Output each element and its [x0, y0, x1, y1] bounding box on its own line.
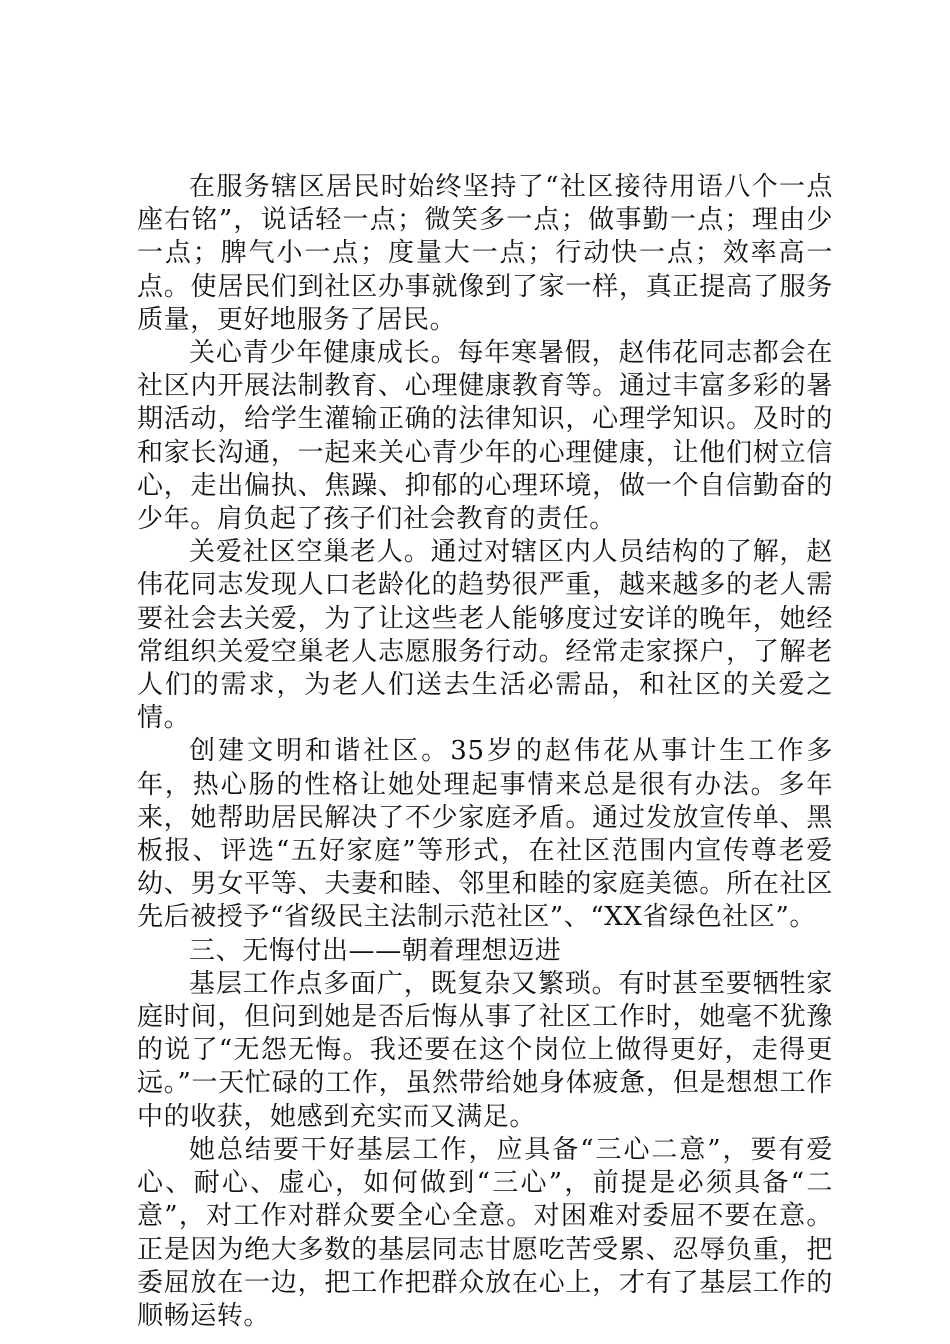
- paragraph-youth: 关心青少年健康成长。每年寒暑假，赵伟花同志都会在社区内开展法制教育、心理健康教育等。通过丰富多彩的暑期活动，给学生灌输正确的法律知识，心理学知识。及时的和家长沟通，一起来关心青少年的心理健康，让他们树立信心，走出偏执、焦躁、抑郁的心理环境，做一个自信勤奋的少年。肩负起了孩子们社会教育的责任。: [137, 338, 833, 535]
- paragraph-summary: 她总结要干好基层工作，应具备“三心二意”，要有爱心、耐心、虚心，如何做到“三心”，前提是必须具备“二意”，对工作对群众要全心全意。对困难对委屈不要在意。正是因为绝大多数的基层同志甘愿吃苦受累、忍辱负重，把委屈放在一边，把工作把群众放在心上，才有了基层工作的顺畅运转。: [137, 1134, 833, 1331]
- paragraph-grassroots: 基层工作点多面广，既复杂又繁琐。有时甚至要牺牲家庭时间，但问到她是否后悔从事了社区工作时，她毫不犹豫的说了“无怨无悔。我还要在这个岗位上做得更好，走得更远。”一天忙碌的工作，虽然带给她身体疲惫，但是想想工作中的收获，她感到充实而又满足。: [137, 968, 833, 1132]
- paragraph-community: 创建文明和谐社区。35岁的赵伟花从事计生工作多年，热心肠的性格让她处理起事情来总是很有办法。多年来，她帮助居民解决了不少家庭矛盾。通过发放宣传单、黑板报、评选“五好家庭”等形式，在社区范围内宣传尊老爱幼、男女平等、夫妻和睦、邻里和睦的家庭美德。所在社区先后被授予“省级民主法制示范社区”、“XX省绿色社区”。: [137, 736, 833, 933]
- section-heading: 三、无悔付出——朝着理想迈进: [189, 935, 562, 966]
- paragraph-service: 在服务辖区居民时始终坚持了“社区接待用语八个一点座右铭”，说话轻一点；微笑多一点；做事勤一点；理由少一点；脾气小一点；度量大一点；行动快一点；效率高一点。使居民们到社区办事就像到了家一样，真正提高了服务质量，更好地服务了居民。: [137, 172, 833, 335]
- paragraph-elderly: 关爱社区空巢老人。通过对辖区内人员结构的了解，赵伟花同志发现人口老龄化的趋势很严重，越来越多的老人需要社会去关爱，为了让这些老人能够度过安详的晚年，她经常组织关爱空巢老人志愿服务行动。经常走家探户，了解老人们的需求，为老人们送去生活必需品，和社区的关爱之情。: [137, 537, 833, 734]
- document-body: [137, 171, 833, 1333]
